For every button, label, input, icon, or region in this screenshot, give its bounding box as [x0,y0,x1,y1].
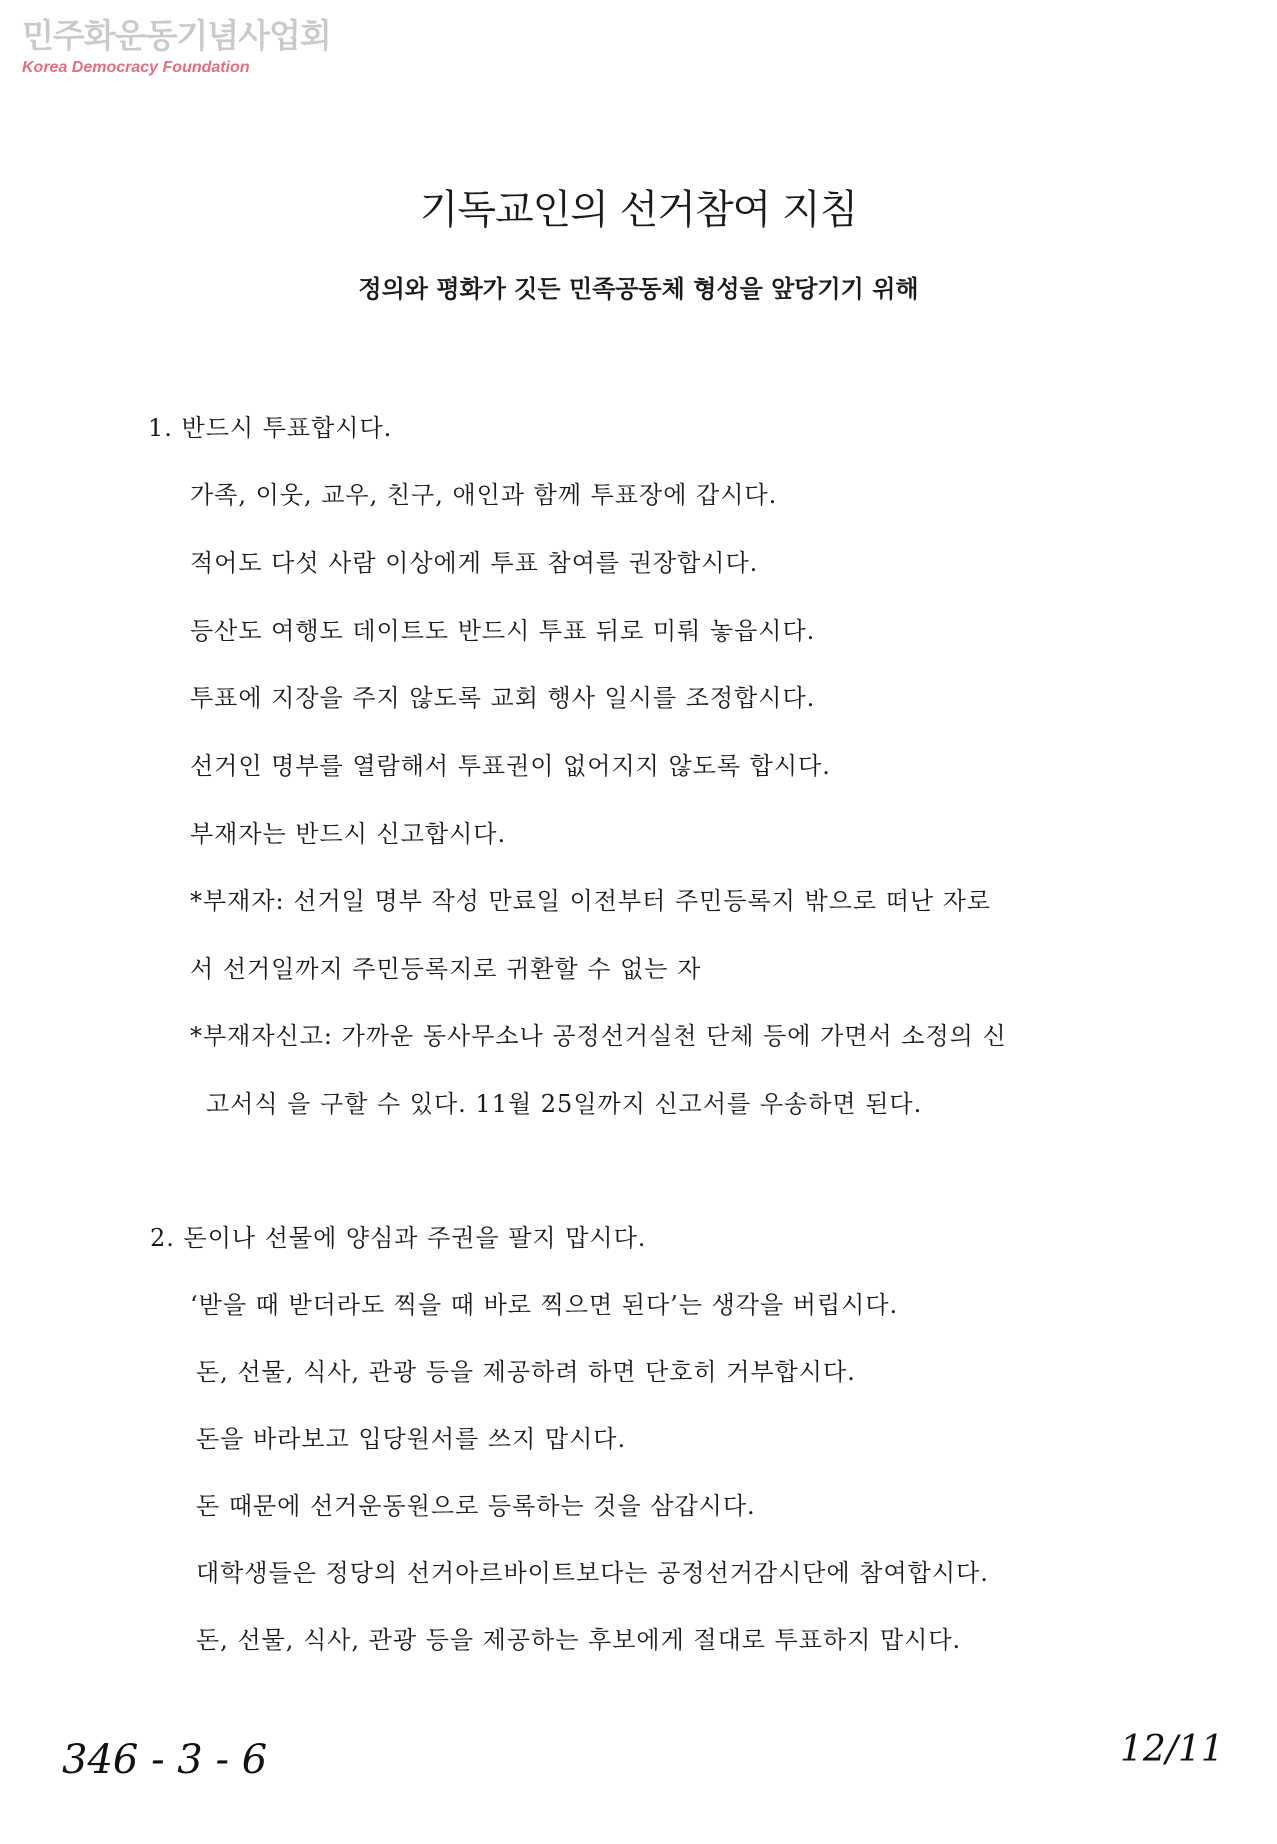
document-subtitle: 정의와 평화가 깃든 민족공동체 형성을 앞당기기 위해 [358,275,919,303]
section-2-line: ‘받을 때 받더라도 찍을 때 바로 찍으면 된다’는 생각을 버립시다. [190,1291,899,1319]
section-2-line: 대학생들은 정당의 선거아르바이트보다는 공정선거감시단에 참여합시다. [196,1559,989,1587]
section-1-line: 투표에 지장을 주지 않도록 교회 행사 일시를 조정합시다. [190,684,816,712]
absentee-definition-line: *부재자: 선거일 명부 작성 만료일 이전부터 주민등록지 밖으로 떠난 자로 [190,887,992,915]
section-1-line: 선거인 명부를 열람해서 투표권이 없어지지 않도록 합시다. [190,752,831,780]
section-1-heading: 1. 반드시 투표합시다. [148,414,393,442]
section-2-heading: 2. 돈이나 선물에 양심과 주권을 팔지 맙시다. [150,1224,647,1252]
section-2-line: 돈을 바라보고 입당원서를 쓰지 맙시다. [196,1425,627,1453]
watermark-korean: 민주화운동기념사업회 [22,16,331,55]
section-1-line: 부재자는 반드시 신고합시다. [190,820,507,848]
section-1-line: 등산도 여행도 데이트도 반드시 투표 뒤로 미뤄 놓읍시다. [190,617,816,645]
absentee-report-line: 고서식 을 구할 수 있다. 11월 25일까지 신고서를 우송하면 된다. [206,1090,923,1118]
page-number-handwritten: 12/11 [1120,1729,1224,1770]
section-1-line: 가족, 이웃, 교우, 친구, 애인과 함께 투표장에 갑시다. [190,481,778,509]
absentee-report-line: *부재자신고: 가까운 동사무소나 공정선거실천 단체 등에 가면서 소정의 신 [190,1022,1007,1050]
watermark-english: Korea Democracy Foundation [22,59,250,76]
document-title: 기독교인의 선거참여 지침 [419,187,858,233]
archive-number-handwritten: 346 - 3 - 6 [62,1737,268,1783]
section-2-line: 돈 때문에 선거운동원으로 등록하는 것을 삼갑시다. [196,1492,756,1520]
absentee-definition-line: 서 선거일까지 주민등록지로 귀환할 수 없는 자 [190,955,702,983]
foundation-watermark [22,16,331,77]
section-2-line: 돈, 선물, 식사, 관광 등을 제공하는 후보에게 절대로 투표하지 맙시다. [196,1626,962,1654]
section-1-line: 적어도 다섯 사람 이상에게 투표 참여를 권장합시다. [190,549,759,577]
section-2-line: 돈, 선물, 식사, 관광 등을 제공하려 하면 단호히 거부합시다. [196,1358,856,1386]
